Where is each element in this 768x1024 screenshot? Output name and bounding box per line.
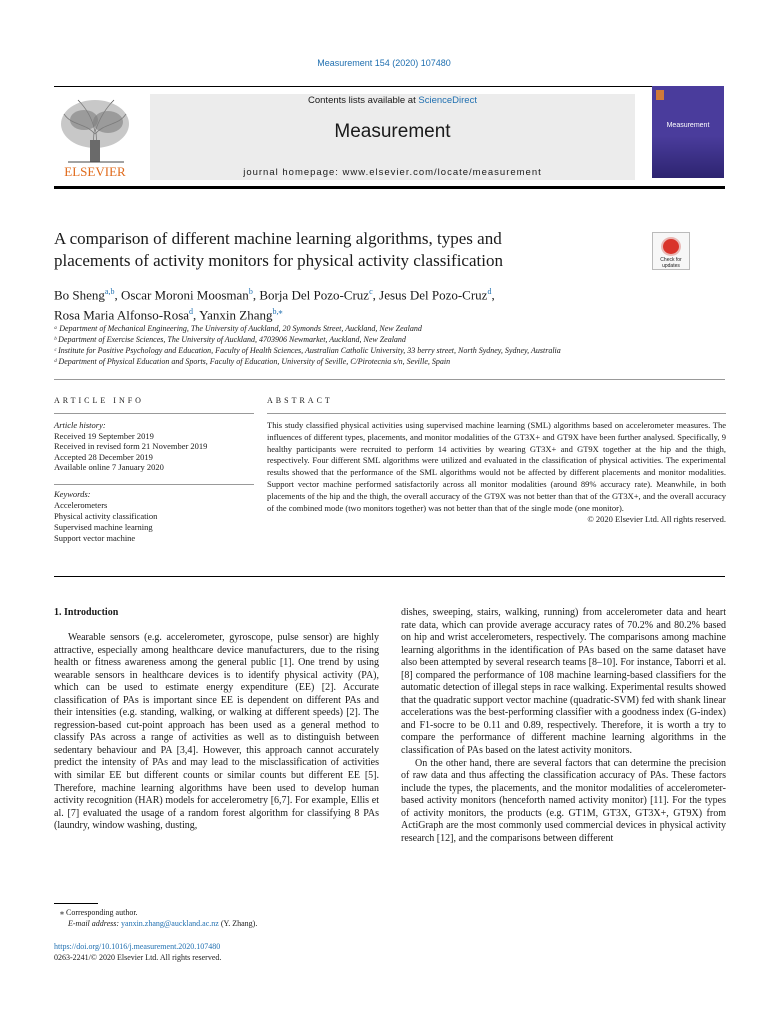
- body-column-left: [54, 632, 379, 833]
- cover-title: Measurement: [666, 122, 710, 129]
- email-link[interactable]: yanxin.zhang@auckland.ac.nz: [121, 919, 219, 928]
- header-thick-rule: [54, 186, 725, 189]
- keyword: Physical activity classification: [54, 511, 158, 521]
- affiliations: [54, 323, 714, 367]
- article-title: [54, 228, 634, 272]
- intro-paragraph-1-continued: dishes, sweeping, stairs, walking, running) from accelerometer data and heart rate data, which can provide average accuracy rates of 70.2% and 80.2% based on hip and wrist accelerometers, respectively. The comparisons among machine learning algorithms in the identification of PAs based on the same dataset have also been attempted by several research teams [8–10]. For instance, Taborri et al. [8] compared the performance of 108 machine learning-based classifiers for the automatic detection of illegal steps in race walking. Experimental results showed that the quadratic support vector machine (quadratic-SVM) fed with shank linear accelerations was the best-performing classifier with a goodness index (G-index) and F1-socre to be 0.11 and 0.89, respectively. Therefore, it is worth a try to compare the performance of different machine learning algorithms in the classification of PAs based on the latest activity monitors.: [401, 607, 726, 757]
- abstract-rule: [267, 413, 726, 414]
- history-received: Received 19 September 2019: [54, 430, 154, 441]
- check-for-updates-badge[interactable]: [652, 232, 690, 270]
- issn-copyright: 0263-2241/© 2020 Elsevier Ltd. All rights reserved.: [54, 953, 222, 962]
- affiliation-a: ᵃ Department of Mechanical Engineering, The University of Auckland, 20 Symonds Street, Auckland, New Zealand: [54, 324, 422, 333]
- author-affil-sup[interactable]: a,b: [104, 287, 115, 296]
- author-name[interactable]: Rosa Maria Alfonso-Rosa: [54, 307, 190, 323]
- article-history: [54, 420, 254, 473]
- author-name[interactable]: Jesus Del Pozo-Cruz: [379, 287, 488, 303]
- abstract-body: [267, 420, 726, 526]
- keywords-rule: [54, 484, 254, 485]
- intro-paragraph-2: On the other hand, there are several factors that can determine the precision of raw data and thus affecting the classification accuracy of PAs. These factors include the types, the placements, and the monitor modalities of accelerometer-based activity monitors (henceforth named activity monitor) [11]. For the types of activity monitors, the products (e.g. GT1M, GT3X, GT3X+, GT9X) from ActiGraph are the most commonly used commercial devices in physical activity research [12], and the comparisons between different: [401, 757, 726, 844]
- sciencedirect-link[interactable]: ScienceDirect: [418, 95, 477, 106]
- doi-link[interactable]: https://doi.org/10.1016/j.measurement.2020.107480: [54, 942, 221, 951]
- email-suffix: (Y. Zhang).: [218, 919, 258, 928]
- footnote-rule: [54, 903, 98, 904]
- check-updates-label: Check for updates: [660, 257, 682, 269]
- keyword: Accelerometers: [54, 500, 108, 510]
- author-separator: ,: [372, 287, 380, 303]
- email-label: E-mail address:: [68, 919, 122, 928]
- author-separator: ,: [193, 307, 200, 323]
- history-accepted: Accepted 28 December 2019: [54, 451, 153, 462]
- affiliation-d: ᵈ Department of Physical Education and Sports, Faculty of Education, University of Seville, C/Pirotecnia s/n, Seville, Spain: [54, 357, 451, 366]
- abstract-copyright: © 2020 Elsevier Ltd. All rights reserved.: [587, 514, 726, 525]
- author-name[interactable]: Bo Sheng: [54, 287, 105, 303]
- history-revised: Received in revised form 21 November 2019: [54, 441, 208, 451]
- publisher-wordmark: ELSEVIER: [64, 164, 126, 179]
- journal-reference[interactable]: Measurement 154 (2020) 107480: [317, 58, 451, 68]
- contents-line: [150, 95, 635, 106]
- author-list: [54, 283, 714, 324]
- keywords: [54, 489, 254, 544]
- journal-homepage[interactable]: journal homepage: www.elsevier.com/locate/measurement: [243, 167, 542, 178]
- article-info-rule: [54, 413, 254, 414]
- elsevier-logo: [54, 92, 136, 180]
- author-affil-sup[interactable]: d: [487, 287, 492, 296]
- abstract-heading: ABSTRACT: [267, 396, 333, 405]
- author-affil-sup[interactable]: d: [189, 307, 194, 317]
- author-affil-sup[interactable]: b,⁎: [272, 307, 283, 317]
- section-rule: [54, 379, 725, 380]
- author-name[interactable]: Oscar Moroni Moosman: [120, 287, 249, 303]
- header-rule: [54, 86, 715, 87]
- abstract-text: This study classified physical activities using supervised machine learning (SML) algorithms based on accelerometer measures. The influences of different types, placements, and monitor modalities of the GT3X+ and GT9X have been further analysed. Specifically, 9 healthy participants were recruited to perform 14 activities by wearing GT3X+ and GT9X together at the hip and the thigh, respectively. Four different SML algorithms were utilized and evaluated in the classification of physical activities. The experimental results showed that the performance of the SML algorithms would not be affected by different placements and monitor modalities. Support vector machine performed satisfactorily across all monitor modalities (around 89% accuracy rate). Meanwhile, in both placements of the hip and the thigh, the overall accuracy of the GT9X was not better than that of the GT3X+, and the overall accuracy of the combined mode (two monitors together) was not better than that of the single mode (one monitor).: [267, 420, 726, 513]
- title-line-1: A comparison of different machine learning algorithms, types and: [54, 229, 502, 248]
- bookmark-icon: [661, 237, 681, 256]
- section-heading-introduction: 1. Introduction: [54, 607, 119, 618]
- journal-title: Measurement: [334, 121, 451, 142]
- author-affil-sup[interactable]: c: [369, 287, 373, 296]
- history-online: Available online 7 January 2020: [54, 462, 164, 472]
- author-affil-sup[interactable]: b: [248, 287, 253, 296]
- keyword: Supervised machine learning: [54, 522, 153, 532]
- title-line-2: placements of activity monitors for physical activity classification: [54, 251, 503, 270]
- keyword: Support vector machine: [54, 533, 136, 543]
- author-separator: ,: [114, 287, 121, 303]
- corresponding-author: ⁎ Corresponding author.: [60, 908, 138, 917]
- keywords-label: Keywords:: [54, 489, 91, 499]
- affiliation-c: ᶜ Institute for Positive Psychology and Education, Faculty of Health Sciences, Australian Catholic University, 33 berry street, North Sydney, Sydney, Australia: [54, 346, 561, 355]
- author-separator: ,: [252, 287, 260, 303]
- intro-paragraph-1: Wearable sensors (e.g. accelerometer, gyroscope, pulse sensor) are highly attractive, especially among healthcare device manufacturers, due to the rising health or fitness awareness among the general public [1]. One trend by using wearable sensors in healthcare devices is to identify physical activity (PA), which can be used to estimate energy expenditure (EE) [2]. Accurate classification of PAs is important since EE is dependent on different PAs and their intensities (e.g. standing, walking, or walking at different speeds) [2]. The regression-based cut-point approach has been used as a general method to classify PAs across a range of activities as well as to distinguish between sedentary behaviour and PA [3,4]. However, this approach cannot accurately predict the intensity of PAs and may lead to the misclassification of activities with similar EE but different counts or similar counts but different EE [5]. Therefore, machine learning algorithms have been used to develop human activity recognition (HAR) models for accelerometry [6,7]. For example, Ellis et al. [7] evaluated the usage of a random forest algorithm for classifying 8 PAs (laundry, window washing, dusting,: [54, 632, 379, 832]
- author-name[interactable]: Borja Del Pozo-Cruz: [259, 287, 370, 303]
- author-name[interactable]: Yanxin Zhang: [199, 307, 273, 323]
- affiliation-b: ᵇ Department of Exercise Sciences, The University of Auckland, 4703906 Newmarket, Auckland, New Zealand: [54, 335, 406, 344]
- corresponding-footnote: [54, 907, 384, 929]
- history-label: Article history:: [54, 420, 106, 430]
- body-column-right: [401, 607, 726, 845]
- abstract-bottom-rule: [54, 576, 725, 577]
- doi-block: [54, 941, 384, 963]
- contents-prefix: Contents lists available at: [308, 95, 419, 106]
- journal-cover-image: [652, 86, 724, 178]
- article-info-heading: ARTICLE INFO: [54, 396, 144, 405]
- author-separator: ,: [491, 287, 495, 303]
